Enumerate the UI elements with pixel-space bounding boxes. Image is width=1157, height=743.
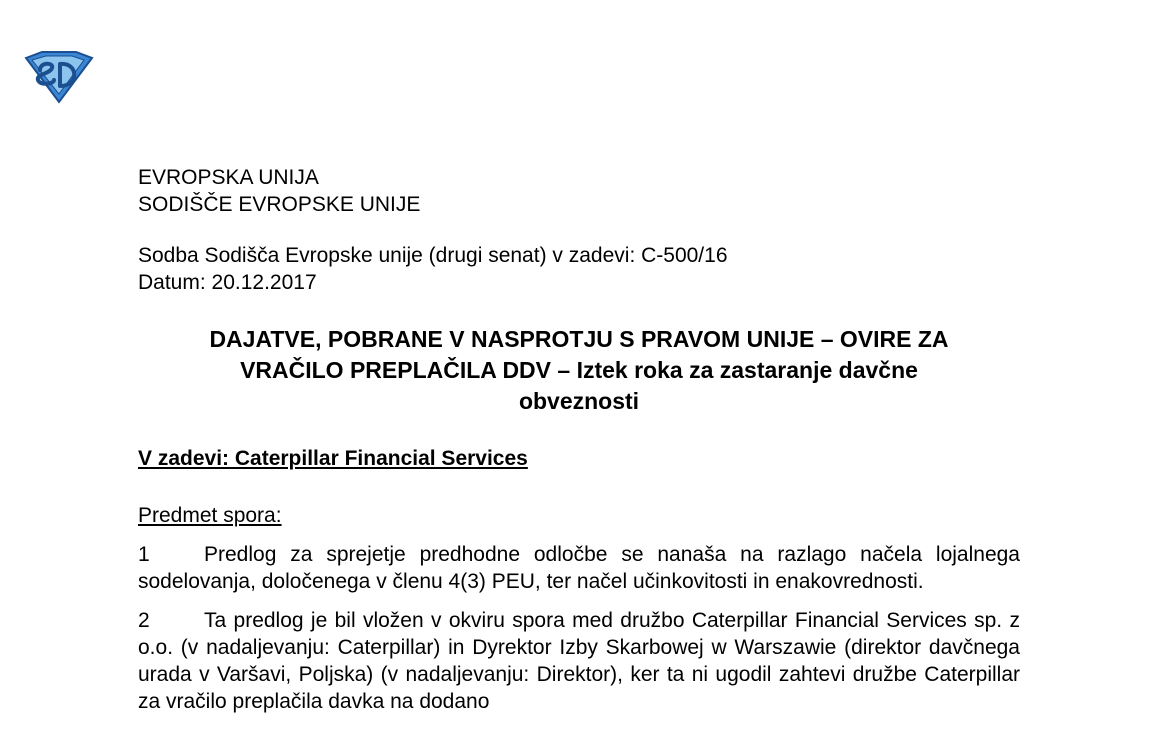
paragraph-1 xyxy=(138,541,1020,595)
paragraph-text: Predlog za sprejetje predhodne odločbe se nanaša na razlago načela lojalnega sodelovanja, določenega v členu 4(3) PEU, ter načel učinkovitosti in enakovrednosti. xyxy=(138,543,1020,593)
case-date: Datum: 20.12.2017 xyxy=(138,271,317,294)
section-heading-predmet: Predmet spora: xyxy=(138,504,282,527)
title-line-3: obveznosti xyxy=(518,388,640,414)
header-line-union: EVROPSKA UNIJA xyxy=(138,166,319,189)
case-judgment: Sodba Sodišča Evropske unije (drugi senat) v zadevi: C-500/16 xyxy=(138,244,728,267)
document-title xyxy=(138,324,1020,417)
paragraph-2 xyxy=(138,607,1020,715)
case-subject: V zadevi: Caterpillar Financial Services xyxy=(138,447,528,470)
title-line-2: VRAČILO PREPLAČILA DDV – Iztek roka za zastaranje davčne xyxy=(240,357,918,383)
paragraph-number: 1 xyxy=(138,543,150,566)
paragraph-number: 2 xyxy=(138,609,150,632)
sd-shield-logo-icon xyxy=(22,48,96,104)
header-line-court: SODIŠČE EVROPSKE UNIJE xyxy=(138,193,421,216)
paragraph-text: Ta predlog je bil vložen v okviru spora med družbo Caterpillar Financial Services sp. z o.o. (v nadaljevanju: Caterpillar) in Dyrektor Izby Skarbowej w Warszawie (direktor davčnega urada v Varšavi, Poljska) (v nadaljevanju: Direktor), ker ta ni ugodil zahtevi družbe Caterpillar za vračilo preplačila davka na dodano xyxy=(138,609,1020,713)
document-body xyxy=(138,164,1020,715)
title-line-1: DAJATVE, POBRANE V NASPROTJU S PRAVOM UNIJE – OVIRE ZA xyxy=(209,326,949,352)
